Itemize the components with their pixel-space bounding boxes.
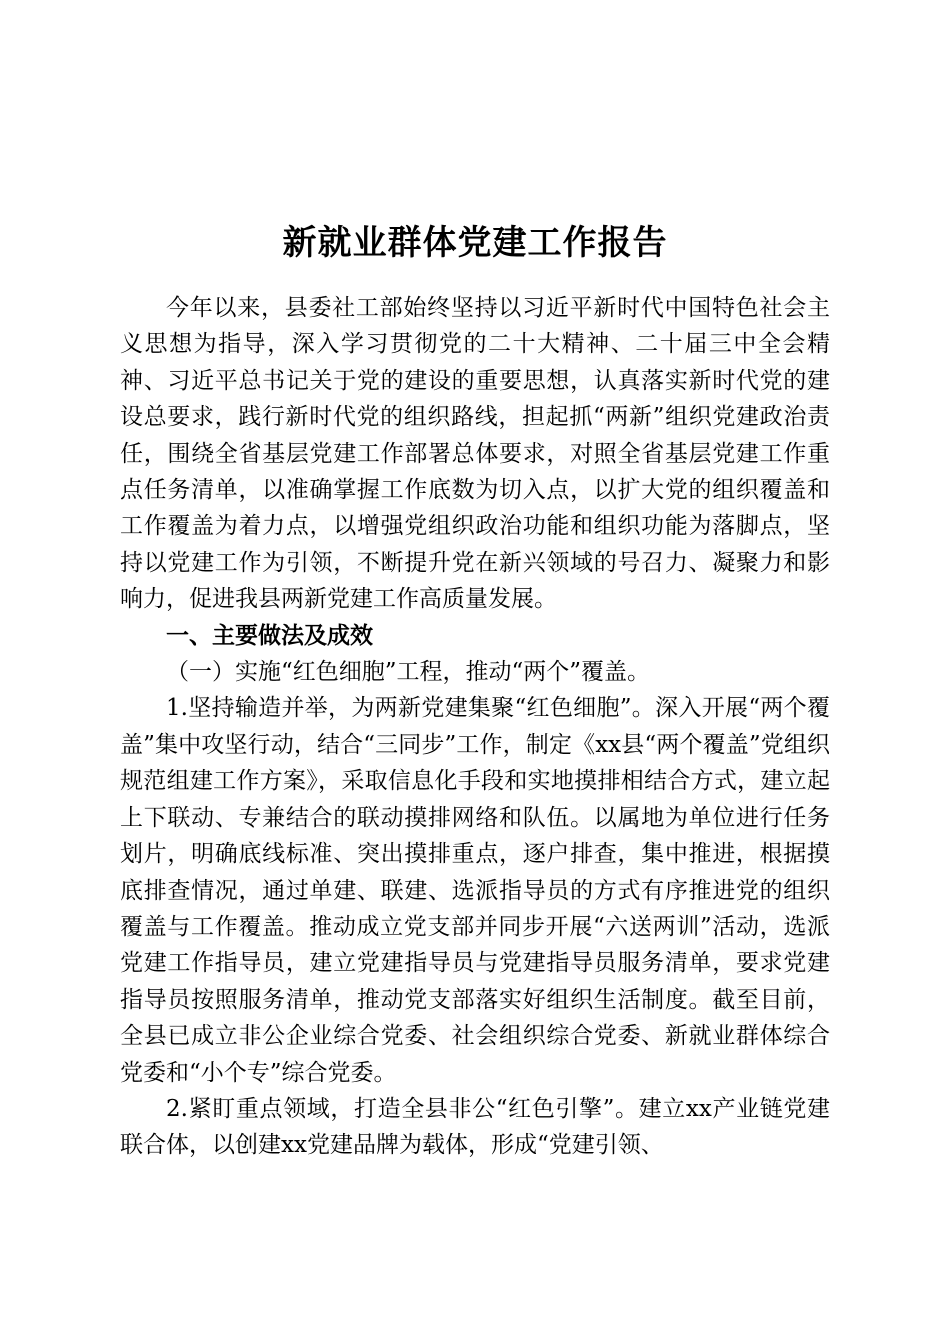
intro-paragraph: 今年以来，县委社工部始终坚持以习近平新时代中国特色社会主义思想为指导，深入学习贯彻党的二十大精神、二十届三中全会精神、习近平总书记关于党的建设的重要思想，认真落实新时代党的建设总要求，践行新时代党的组织路线，担起抓“两新”组织党建政治责任，围绕全省基层党建工作部署总体要求，对照全省基层党建工作重点任务清单，以准确掌握工作底数为切入点，以扩大党的组织覆盖和工作覆盖为着力点，以增强党组织政治功能和组织功能为落脚点，坚持以党建工作为引领，不断提升党在新兴领域的号召力、凝聚力和影响力，促进我县两新党建工作高质量发展。 xyxy=(120,295,830,613)
subsection-heading-1: （一）实施“红色细胞”工程，推动“两个”覆盖。 xyxy=(166,659,651,686)
document-title: 新就业群体党建工作报告 xyxy=(282,222,668,263)
section-heading-1: 一、主要做法及成效 xyxy=(166,622,373,649)
item-paragraph-1: 1.坚持输造并举，为两新党建集聚“红色细胞”。深入开展“两个覆盖”集中攻坚行动，结合“三同步”工作，制定《xx县“两个覆盖”党组织规范组建工作方案》，采取信息化手段和实地摸排相结合方式，建立起上下联动、专兼结合的联动摸排网络和队伍。以属地为单位进行任务划片，明确底线标准、突出摸排重点，逐户排查，集中推进，根据摸底排查情况，通过单建、联建、选派指导员的方式有序推进党的组织覆盖与工作覆盖。推动成立党支部并同步开展“六送两训”活动，选派党建工作指导员，建立党建指导员与党建指导员服务清单，要求党建指导员按照服务清单，推动党支部落实好组织生活制度。截至目前，全县已成立非公企业综合党委、社会组织综合党委、新就业群体综合党委和“小个专”综合党委。 xyxy=(120,695,830,1086)
item-paragraph-2: 2.紧盯重点领域，打造全县非公“红色引擎”。建立xx产业链党建联合体，以创建xx党建品牌为载体，形成“党建引领、 xyxy=(120,1095,830,1159)
document-body xyxy=(120,290,830,1164)
